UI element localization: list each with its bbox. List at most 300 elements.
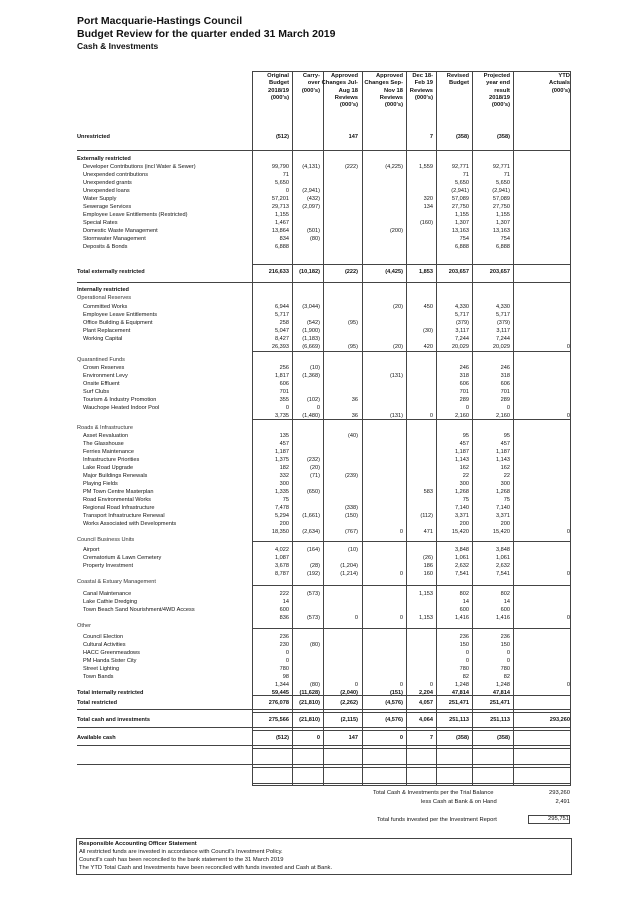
cell-dec-feb-reviews: 0 [429,682,433,688]
cell-original-budget: 355 [279,397,289,403]
row-label: PM Town Centre Masterplan [83,489,154,495]
cell-original-budget: 0 [285,650,289,656]
cell-dec-feb-reviews: 583 [423,489,433,495]
table-rule [252,764,571,765]
row-label: Plant Replacement [83,328,131,334]
cell-carry-over: (102) [306,397,320,403]
cell-revised-budget: 300 [459,481,469,487]
table-row [77,448,571,456]
table-rule [252,419,571,420]
table-rule [252,712,571,713]
cell-carry-over: (80) [310,236,320,242]
table-row [77,211,571,219]
cell-approved-jul-aug: (2,040) [340,690,358,696]
cell-carry-over: (542) [306,320,320,326]
cell-projected-result: 1,307 [496,220,510,226]
statement-line: The YTD Total Cash and Investments have been reconciled with funds invested and Cash at Bank. [79,865,333,871]
table-rule [252,727,571,728]
table-row [77,649,571,657]
table-row [77,380,571,388]
total-row [77,286,571,294]
table-row [77,496,571,504]
cell-original-budget: 14 [282,599,289,605]
cell-carry-over: (6,669) [302,344,320,350]
cell-dec-feb-reviews: (30) [423,328,433,334]
cell-revised-budget: 0 [465,658,469,664]
cell-carry-over: (21,810) [299,717,320,723]
row-label: Surf Clubs [83,389,110,395]
cell-original-budget: 3,678 [275,563,289,569]
cell-projected-result: 82 [503,674,510,680]
cell-projected-result: 1,155 [496,212,510,218]
cell-approved-sep-nov: (4,225) [385,164,403,170]
cell-projected-result: 6,888 [496,244,510,250]
table-row [77,464,571,472]
row-label: Externally restricted [77,156,131,162]
total-row [77,716,571,724]
cell-original-budget: 5,650 [275,180,289,186]
cell-revised-budget: 6,888 [455,244,469,250]
table-rule [252,282,571,283]
cell-original-budget: 701 [279,389,289,395]
cell-original-budget: 1,375 [275,457,289,463]
cell-original-budget: 5,047 [275,328,289,334]
cell-revised-budget: 1,416 [455,615,469,621]
cell-projected-result: 14 [503,599,510,605]
table-row [77,657,571,665]
cell-dec-feb-reviews: 160 [423,571,433,577]
cell-revised-budget: 57,089 [451,196,469,202]
cell-approved-jul-aug: 147 [348,735,358,741]
cell-revised-budget: 47,814 [451,690,469,696]
label-rule [77,727,252,728]
column-header-carry-over: Carry- over (000's) [301,73,320,94]
column-header-dec-feb-reviews: Dec 18- Feb 19 Reviews (000's) [409,73,433,101]
table-row [77,673,571,681]
cell-projected-result: 5,650 [496,180,510,186]
row-label: Canal Maintenance [83,591,132,597]
row-label: Property Investment [83,563,134,569]
cell-carry-over: (10,182) [299,269,320,275]
row-label: Internally restricted [77,287,129,293]
cell-original-budget: 457 [279,441,289,447]
cell-original-budget: 182 [279,465,289,471]
column-header-projected-result: Projected year end result 2018/19 (000's) [483,73,510,109]
cell-projected-result: 0 [506,650,510,656]
cell-projected-result: 4,330 [496,304,510,310]
cell-dec-feb-reviews: 1,153 [419,591,433,597]
cell-projected-result: (2,941) [492,188,510,194]
cell-original-budget: 834 [279,236,289,242]
cell-projected-result: 75 [503,497,510,503]
cell-revised-budget: 162 [459,465,469,471]
cell-original-budget: 0 [285,658,289,664]
cell-carry-over: (192) [306,571,320,577]
cell-original-budget: 13,864 [271,228,289,234]
row-label: Town Beach Sand Nourishment/4WD Access [83,607,195,613]
row-label: Committed Works [83,304,128,310]
responsible-officer-statement [76,838,572,875]
cell-original-budget: 29,713 [271,204,289,210]
table-row [77,606,571,614]
row-label: Onsite Effluent [83,381,120,387]
cell-original-budget: 5,717 [275,312,289,318]
cell-original-budget: 1,187 [275,449,289,455]
cell-dec-feb-reviews: 450 [423,304,433,310]
row-label: Total externally restricted [77,269,145,275]
row-label: Major Buildings Renewals [83,473,148,479]
cell-original-budget: 18,350 [271,529,289,535]
cell-original-budget: 200 [279,521,289,527]
row-label: Lake Road Upgrade [83,465,134,471]
cell-approved-jul-aug: (2,262) [340,700,358,706]
row-label: Unexpended grants [83,180,132,186]
table-row [77,179,571,187]
cell-projected-result: 15,420 [492,529,510,535]
row-label: Road Environmental Works [83,497,151,503]
cell-carry-over: (573) [306,591,320,597]
cell-approved-jul-aug: 147 [348,134,358,140]
cell-dec-feb-reviews: 7 [429,735,433,741]
cell-dec-feb-reviews: 0 [429,413,433,419]
recon-investment-report-label: Total funds invested per the Investment Report [377,817,497,823]
cell-projected-result: 71 [503,172,510,178]
cell-revised-budget: 75 [462,497,469,503]
cell-approved-sep-nov: (4,576) [385,700,403,706]
cell-approved-sep-nov: (20) [393,304,403,310]
cell-revised-budget: 3,371 [455,513,469,519]
cell-approved-jul-aug: 0 [354,615,358,621]
cell-approved-jul-aug: 36 [351,413,358,419]
cell-carry-over: (4,131) [302,164,320,170]
cell-carry-over: (80) [310,642,320,648]
cell-projected-result: 20,029 [492,344,510,350]
cell-approved-sep-nov: 0 [399,571,403,577]
cell-projected-result: 251,471 [489,700,510,706]
cell-original-budget: 256 [279,365,289,371]
cell-carry-over: (1,183) [302,336,320,342]
table-row [77,195,571,203]
cell-dec-feb-reviews: (112) [420,513,433,519]
cell-original-budget: 6,944 [275,304,289,310]
cell-revised-budget: 318 [459,373,469,379]
cell-carry-over: (20) [310,465,320,471]
cell-carry-over: 0 [316,735,320,741]
table-row [77,327,571,335]
cell-approved-sep-nov: (4,576) [385,717,403,723]
table-row [77,456,571,464]
cell-revised-budget: 2,160 [455,413,469,419]
cell-projected-result: 1,268 [496,489,510,495]
cell-projected-result: 3,848 [496,547,510,553]
cell-revised-budget: 200 [459,521,469,527]
cell-projected-result: 457 [500,441,510,447]
row-label: Stormwater Management [83,236,146,242]
cell-projected-result: 7,140 [496,505,510,511]
cell-dec-feb-reviews: 471 [423,529,433,535]
cell-projected-result: 200 [500,521,510,527]
cell-projected-result: 162 [500,465,510,471]
cell-projected-result: 251,113 [490,717,510,723]
cell-original-budget: 7,478 [275,505,289,511]
cell-carry-over: (28) [310,563,320,569]
row-label: Transport Infrastructure Renewal [83,513,165,519]
section-heading [77,294,571,302]
table-row [77,488,571,496]
cell-projected-result: 7,541 [496,571,510,577]
row-label: Infrastructure Priorities [83,457,140,463]
cell-projected-result: (358) [496,134,510,140]
cell-revised-budget: 754 [459,236,469,242]
table-row [77,163,571,171]
row-label: Total restricted [77,700,117,706]
cell-dec-feb-reviews: (160) [419,220,433,226]
cell-approved-jul-aug: (10) [348,547,358,553]
cell-approved-sep-nov: (20) [393,344,403,350]
cell-revised-budget: 27,750 [451,204,469,210]
cell-dec-feb-reviews: 4,057 [419,700,433,706]
row-label: Asset Revaluation [83,433,129,439]
cell-original-budget: 222 [279,591,289,597]
cell-projected-result: 606 [500,381,510,387]
report-title: Budget Review for the quarter ended 31 March 2019 [77,28,336,40]
cell-projected-result: 57,089 [492,196,510,202]
cell-original-budget: 600 [279,607,289,613]
cell-dec-feb-reviews: 186 [423,563,433,569]
recon-cash-at-bank-value: 2,491 [555,799,570,805]
cell-revised-budget: 780 [459,666,469,672]
cell-revised-budget: 802 [459,591,469,597]
cell-approved-jul-aug: (150) [344,513,358,519]
table-rule [252,709,571,710]
cell-original-budget: 26,393 [271,344,289,350]
table-row [77,303,571,311]
table-row [77,665,571,673]
cell-original-budget: 71 [282,172,289,178]
cell-carry-over: (432) [306,196,320,202]
cell-original-budget: (512) [275,735,289,741]
cell-carry-over: (2,097) [302,204,320,210]
row-label: Employee Leave Entitlements [83,312,158,318]
cell-projected-result: 3,117 [496,328,510,334]
cell-dec-feb-reviews: 2,204 [419,690,433,696]
cell-carry-over: (2,634) [302,529,320,535]
cell-original-budget: (512) [275,134,289,140]
cell-approved-sep-nov: 0 [399,615,403,621]
table-row [77,598,571,606]
table-row [77,388,571,396]
cell-revised-budget: 246 [459,365,469,371]
cell-dec-feb-reviews: 7 [429,134,433,140]
row-label: Operational Reserves [77,295,132,301]
cell-revised-budget: 701 [459,389,469,395]
table-rule [252,264,571,265]
cell-carry-over: (71) [310,473,320,479]
table-row [77,311,571,319]
cell-original-budget: 1,087 [275,555,289,561]
cell-dec-feb-reviews: 134 [423,204,433,210]
cell-projected-result: 95 [503,433,510,439]
cell-approved-sep-nov: 0 [399,735,403,741]
cell-approved-sep-nov: (131) [389,373,403,379]
cell-approved-jul-aug: (2,115) [340,717,358,723]
label-rule [77,709,252,710]
cell-approved-jul-aug: (1,214) [340,571,358,577]
row-label: Ferries Maintenance [83,449,134,455]
table-row [77,243,571,251]
table-rule [252,748,571,749]
row-label: Regional Road Infrastructure [83,505,155,511]
cell-dec-feb-reviews: 1,559 [419,164,433,170]
cell-approved-sep-nov: 0 [399,682,403,688]
row-label: Available cash [77,735,116,741]
cell-carry-over: (3,044) [302,304,320,310]
column-header-approved-jul-aug: Approved Changes Jul- Aug 18 Reviews (000's) [321,73,358,109]
cell-projected-result: 3,371 [496,513,510,519]
cell-carry-over: (164) [306,547,320,553]
row-label: Council Business Units [77,537,135,543]
cell-projected-result: (358) [496,735,510,741]
cell-approved-jul-aug: (222) [344,164,358,170]
cell-carry-over: (2,941) [302,188,320,194]
cell-revised-budget: 22 [462,473,469,479]
table-rule [252,745,571,746]
row-label: Quarantined Funds [77,357,125,363]
recon-investment-report-value: 295,751 [528,815,570,824]
subtotal-row [77,343,571,351]
cell-projected-result: 1,143 [496,457,510,463]
recon-trial-balance-label: Total Cash & Investments per the Trial Balance [373,790,494,796]
table-row [77,472,571,480]
cell-projected-result: 203,657 [489,269,510,275]
cell-original-budget: 1,335 [275,489,289,495]
cell-original-budget: 332 [279,473,289,479]
table-row [77,335,571,343]
cell-revised-budget: 95 [462,433,469,439]
table-rule [252,767,571,768]
cell-projected-result: 701 [500,389,510,395]
table-row [77,546,571,554]
cell-projected-result: 150 [500,642,510,648]
cell-dec-feb-reviews: 1,153 [419,615,433,621]
row-label: Roads & Infrastructure [77,425,133,431]
cell-ytd-actuals: 0 [566,529,570,535]
cell-carry-over: (1,900) [302,328,320,334]
table-rule [252,695,571,696]
cell-revised-budget: 5,650 [455,180,469,186]
cell-approved-jul-aug: (222) [344,269,358,275]
cell-carry-over: 0 [316,405,320,411]
row-label: Developer Contributions (incl Water & Sewer) [83,164,196,170]
cell-projected-result: 13,163 [492,228,510,234]
total-row [77,155,571,163]
statement-title: Responsible Accounting Officer Statement [79,841,197,847]
cell-carry-over: (573) [306,615,320,621]
cell-projected-result: 1,187 [496,449,510,455]
cell-approved-jul-aug: (95) [348,344,358,350]
cell-carry-over: (10) [310,365,320,371]
cell-projected-result: 300 [500,481,510,487]
cell-original-budget: 8,787 [275,571,289,577]
row-label: Airport [83,547,100,553]
table-row [77,440,571,448]
table-row [77,364,571,372]
table-row [77,219,571,227]
column-header-revised-budget: Revised Budget [446,73,469,87]
row-label: Cultural Activities [83,642,126,648]
table-row [77,641,571,649]
recon-cash-at-bank-label: less Cash at Bank & on Hand [421,799,497,805]
cell-original-budget: 300 [279,481,289,487]
council-name: Port Macquarie-Hastings Council [77,15,243,27]
cell-revised-budget: (358) [455,735,469,741]
cell-revised-budget: 1,143 [455,457,469,463]
cell-revised-budget: 1,061 [455,555,469,561]
cell-original-budget: 8,427 [275,336,289,342]
cell-projected-result: 780 [500,666,510,672]
cell-revised-budget: 251,113 [449,717,469,723]
label-rule [77,745,252,746]
cell-dec-feb-reviews: 1,853 [419,269,433,275]
row-label: Total internally restricted [77,690,144,696]
cell-revised-budget: 7,244 [455,336,469,342]
cell-revised-budget: 236 [459,634,469,640]
table-row [77,633,571,641]
table-row [77,203,571,211]
cell-original-budget: 0 [285,405,289,411]
cell-revised-budget: 3,117 [455,328,469,334]
table-rule [252,730,571,731]
table-row [77,520,571,528]
subtotal-row [77,681,571,689]
total-row [77,268,571,276]
label-rule [77,764,252,765]
cell-carry-over: (80) [310,682,320,688]
cell-projected-result: 2,632 [496,563,510,569]
row-label: Crown Reserves [83,365,125,371]
column-header-ytd-actuals: YTD Actuals (000's) [549,73,570,94]
subtotal-row [77,570,571,578]
cell-original-budget: 216,633 [268,269,289,275]
cell-ytd-actuals: 0 [566,615,570,621]
statement-line: All restricted funds are invested in accordance with Council's Investment Policy. [79,849,283,855]
cell-revised-budget: 251,471 [448,700,469,706]
label-rule [77,150,252,151]
cell-revised-budget: 14 [462,599,469,605]
cell-projected-result: 318 [500,373,510,379]
cell-approved-jul-aug: (239) [344,473,358,479]
cell-projected-result: 5,717 [496,312,510,318]
cell-original-budget: 57,201 [271,196,289,202]
cell-original-budget: 135 [279,433,289,439]
row-label: Unexpended contributions [83,172,148,178]
cell-approved-jul-aug: (1,204) [340,563,358,569]
total-row [77,133,571,141]
table-rule [252,150,571,151]
cell-revised-budget: 5,717 [455,312,469,318]
cell-projected-result: 2,160 [496,413,510,419]
cell-original-budget: 606 [279,381,289,387]
section-heading [77,536,571,544]
row-label: Tourism & Industry Promotion [83,397,157,403]
cell-projected-result: 236 [500,634,510,640]
table-row [77,319,571,327]
row-label: Council Election [83,634,124,640]
row-label: Deposits & Bonds [83,244,128,250]
row-label: Playing Fields [83,481,118,487]
cell-ytd-actuals: 293,260 [549,717,570,723]
cell-projected-result: (379) [496,320,510,326]
